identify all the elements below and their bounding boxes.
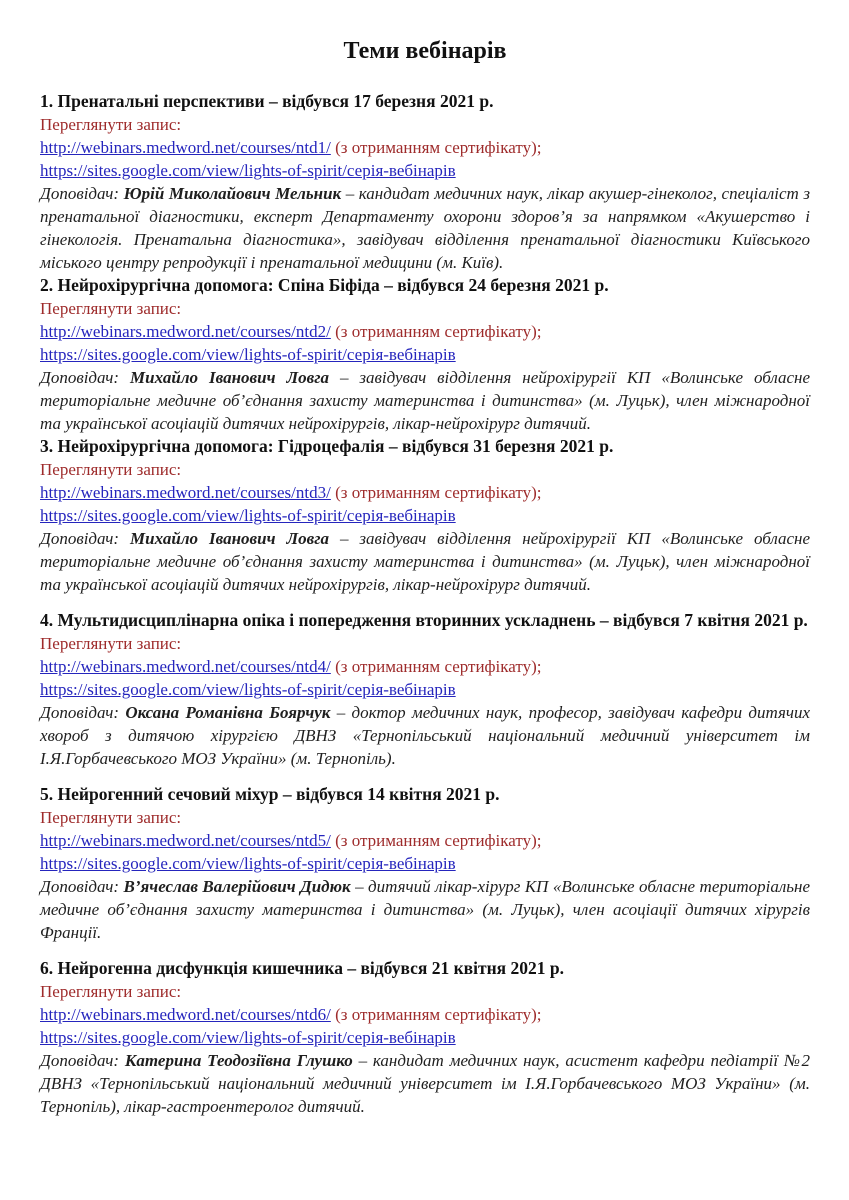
view-record-label: Переглянути запис: <box>40 299 182 318</box>
view-record-label: Переглянути запис: <box>40 808 182 827</box>
series-link-line <box>40 504 810 527</box>
webinar-series-link[interactable]: https://sites.google.com/view/lights-of-spirit/серія-вебінарів <box>40 1028 456 1047</box>
certificate-note: (з отриманням сертифікату); <box>335 483 542 502</box>
speaker-name: Михайло Іванович Ловга <box>130 529 329 548</box>
speaker-paragraph <box>40 527 810 596</box>
webinar-heading: 3. Нейрохірургічна допомога: Гідроцефалія – відбувся 31 березня 2021 р. <box>40 436 614 456</box>
view-record-label: Переглянути запис: <box>40 115 182 134</box>
webinar-section <box>40 274 810 435</box>
page-title: Теми вебінарів <box>343 38 507 64</box>
certificate-note: (з отриманням сертифікату); <box>335 138 542 157</box>
series-link-line <box>40 1026 810 1049</box>
webinar-heading: 1. Пренатальні перспективи – відбувся 17 березня 2021 р. <box>40 91 494 111</box>
speaker-description: – дитячий лікар-хірург КП «Волинське обласне територіальне медичне об’єднання захисту материнства і дитинства» (м. Луцьк), член асоціації дитячих хірургів Франції. <box>40 877 811 942</box>
speaker-label: Доповідач: <box>40 703 120 722</box>
record-link-line <box>40 481 810 504</box>
webinar-series-link[interactable]: https://sites.google.com/view/lights-of-spirit/серія-вебінарів <box>40 161 456 180</box>
webinar-record-link[interactable]: http://webinars.medword.net/courses/ntd4/ <box>40 657 331 676</box>
webinar-record-link[interactable]: http://webinars.medword.net/courses/ntd1/ <box>40 138 331 157</box>
certificate-note: (з отриманням сертифікату); <box>335 657 542 676</box>
speaker-name: Катерина Теодозіївна Глушко <box>124 1051 353 1070</box>
speaker-label: Доповідач: <box>40 529 120 548</box>
webinar-heading: 5. Нейрогенний сечовий міхур – відбувся 14 квітня 2021 р. <box>40 784 500 804</box>
webinar-list <box>40 90 810 1118</box>
speaker-description: – кандидат медичних наук, лікар акушер-гінеколог, спеціаліст з пренатальної діагностики, експерт Департаменту охорони здоров’я за напрямком «Акушерство і гінекологія. Пренатальна діагностика», завідувач відділення пренатальної діагностики Київського міського центру репродукції і пренатальної медицини (м. Київ). <box>40 184 810 272</box>
speaker-paragraph <box>40 701 810 770</box>
series-link-line <box>40 678 810 701</box>
view-record-label: Переглянути запис: <box>40 460 182 479</box>
webinar-section <box>40 783 810 944</box>
speaker-description: – доктор медичних наук, професор, завідувач кафедри дитячих хвороб з дитячою хірургією ДВНЗ «Тернопільський національний медичний університет ім І.Я.Горбачевського МОЗ України» (м. Тернопіль). <box>40 703 811 768</box>
webinar-record-link[interactable]: http://webinars.medword.net/courses/ntd6/ <box>40 1005 331 1024</box>
webinar-series-link[interactable]: https://sites.google.com/view/lights-of-spirit/серія-вебінарів <box>40 506 456 525</box>
speaker-label: Доповідач: <box>40 1051 120 1070</box>
speaker-label: Доповідач: <box>40 184 120 203</box>
series-link-line <box>40 159 810 182</box>
webinar-heading: 6. Нейрогенна дисфункція кишечника – відбувся 21 квітня 2021 р. <box>40 958 564 978</box>
speaker-name: Юрій Миколайович Мельник <box>123 184 342 203</box>
speaker-description: – завідувач відділення нейрохірургії КП «Волинське обласне територіальне медичне об’єднання захисту материнства і дитинства» (м. Луцьк), член міжнародної та української асоціацій дитячих нейрохірургів, лікар-нейрохірург дитячий. <box>40 368 810 433</box>
speaker-name: Михайло Іванович Ловга <box>130 368 329 387</box>
speaker-paragraph <box>40 875 810 944</box>
view-record-label: Переглянути запис: <box>40 634 182 653</box>
webinar-section <box>40 90 810 274</box>
speaker-description: – завідувач відділення нейрохірургії КП «Волинське обласне територіальне медичне об’єднання захисту материнства і дитинства» (м. Луцьк), член міжнародної та української асоціацій дитячих нейрохірургів, лікар-нейрохірург дитячий. <box>40 529 810 594</box>
speaker-paragraph <box>40 182 810 274</box>
webinar-series-link[interactable]: https://sites.google.com/view/lights-of-spirit/серія-вебінарів <box>40 680 456 699</box>
record-link-line <box>40 655 810 678</box>
certificate-note: (з отриманням сертифікату); <box>335 1005 542 1024</box>
webinar-section <box>40 435 810 596</box>
record-link-line <box>40 1003 810 1026</box>
certificate-note: (з отриманням сертифікату); <box>335 831 542 850</box>
webinar-heading: 2. Нейрохірургічна допомога: Спіна Біфіда – відбувся 24 березня 2021 р. <box>40 275 609 295</box>
series-link-line <box>40 343 810 366</box>
webinar-series-link[interactable]: https://sites.google.com/view/lights-of-spirit/серія-вебінарів <box>40 345 456 364</box>
series-link-line <box>40 852 810 875</box>
speaker-paragraph <box>40 366 810 435</box>
webinar-section <box>40 609 810 770</box>
webinar-series-link[interactable]: https://sites.google.com/view/lights-of-spirit/серія-вебінарів <box>40 854 456 873</box>
certificate-note: (з отриманням сертифікату); <box>335 322 542 341</box>
speaker-paragraph <box>40 1049 810 1118</box>
webinar-heading: 4. Мультидисциплінарна опіка і попередження вторинних ускладнень – відбувся 7 квітня 2021 р. <box>40 610 808 630</box>
record-link-line <box>40 829 810 852</box>
speaker-description: – кандидат медичних наук, асистент кафедри педіатрії №2 ДВНЗ «Тернопільський національний медичний університет ім І.Я.Горбачевського МОЗ України» (м. Тернопіль), лікар-гастроентеролог дитячий. <box>40 1051 811 1116</box>
webinar-record-link[interactable]: http://webinars.medword.net/courses/ntd2/ <box>40 322 331 341</box>
record-link-line <box>40 320 810 343</box>
webinar-section <box>40 957 810 1118</box>
webinar-record-link[interactable]: http://webinars.medword.net/courses/ntd5/ <box>40 831 331 850</box>
view-record-label: Переглянути запис: <box>40 982 182 1001</box>
speaker-name: В’ячеслав Валерійович Дидюк <box>123 877 351 896</box>
webinar-record-link[interactable]: http://webinars.medword.net/courses/ntd3/ <box>40 483 331 502</box>
speaker-label: Доповідач: <box>40 877 120 896</box>
speaker-label: Доповідач: <box>40 368 120 387</box>
record-link-line <box>40 136 810 159</box>
speaker-name: Оксана Романівна Боярчук <box>125 703 331 722</box>
